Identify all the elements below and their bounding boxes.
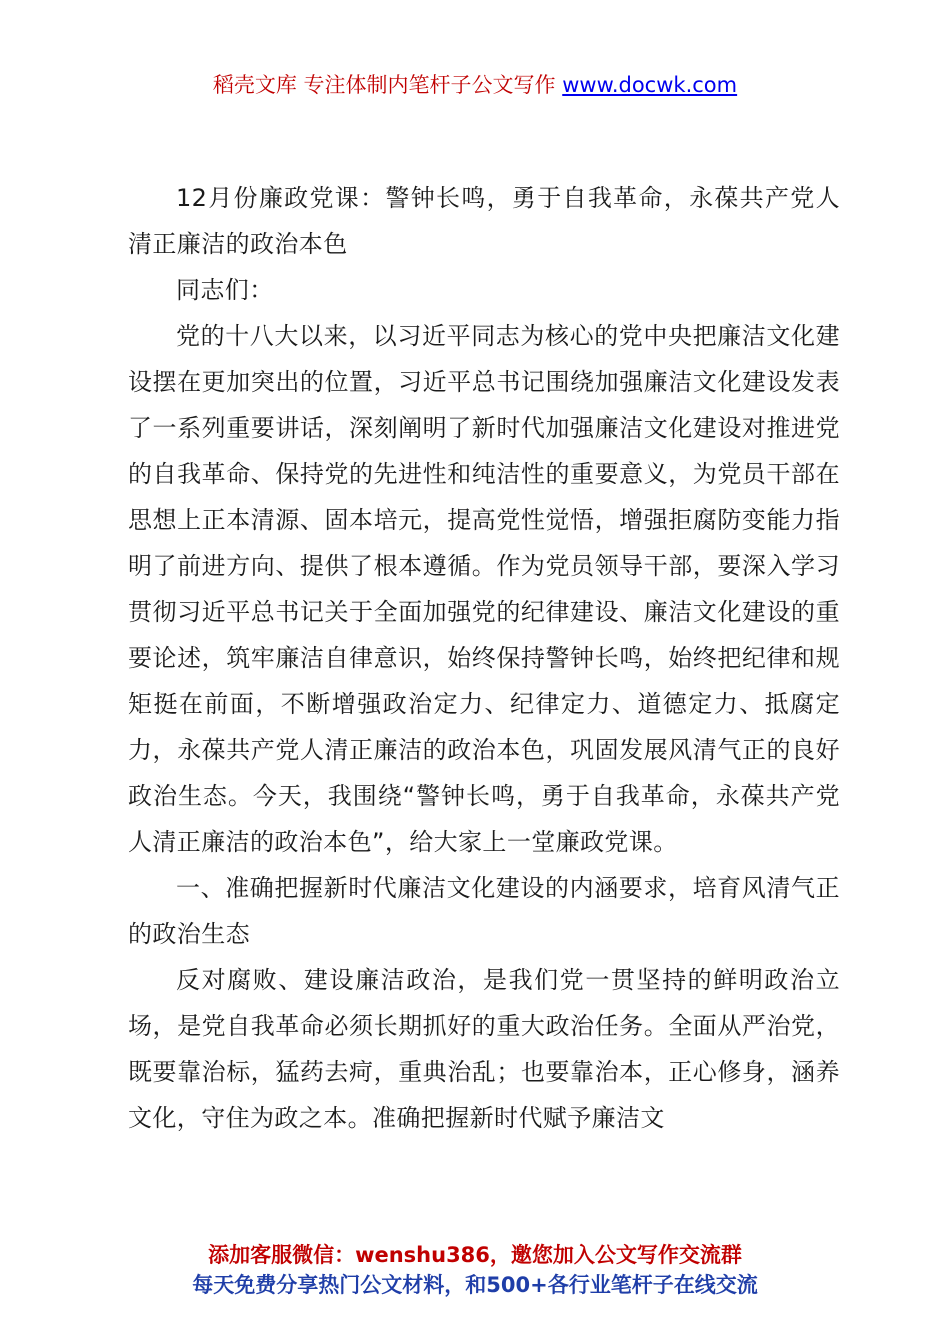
footer-contact-line: 添加客服微信：wenshu386，邀您加入公文写作交流群 [208, 1243, 742, 1267]
page-header [0, 70, 950, 100]
section-heading-1: 一、准确把握新时代廉洁文化建设的内涵要求，培育风清气正的政治生态 [128, 874, 840, 948]
document-title: 12月份廉政党课：警钟长鸣，勇于自我革命，永葆共产党人清正廉洁的政治本色 [128, 184, 840, 258]
paragraph-intro: 党的十八大以来，以习近平同志为核心的党中央把廉洁文化建设摆在更加突出的位置，习近平总书记围绕加强廉洁文化建设发表了一系列重要讲话，深刻阐明了新时代加强廉洁文化建设对推进党的自我革命、保持党的先进性和纯洁性的重要意义，为党员干部在思想上正本清源、固本培元，提高党性觉悟，增强拒腐防变能力指明了前进方向、提供了根本遵循。作为党员领导干部，要深入学习贯彻习近平总书记关于全面加强党的纪律建设、廉洁文化建设的重要论述，筑牢廉洁自律意识，始终保持警钟长鸣，始终把纪律和规矩挺在前面，不断增强政治定力、纪律定力、道德定力、抵腐定力，永葆共产党人清正廉洁的政治本色，巩固发展风清气正的良好政治生态。今天，我围绕“警钟长鸣，勇于自我革命，永葆共产党人清正廉洁的政治本色”，给大家上一堂廉政党课。 [128, 322, 840, 856]
footer-promo-line: 每天免费分享热门公文材料，和500+各行业笔杆子在线交流 [192, 1273, 758, 1297]
document-body [128, 175, 840, 1141]
salutation: 同志们： [176, 276, 274, 304]
paragraph-section-1: 反对腐败、建设廉洁政治，是我们党一贯坚持的鲜明政治立场，是党自我革命必须长期抓好的重大政治任务。全面从严治党，既要靠治标，猛药去疴，重典治乱；也要靠治本，正心修身，涵养文化，守住为政之本。准确把握新时代赋予廉洁文 [128, 966, 840, 1132]
header-website-link[interactable]: www.docwk.com [562, 73, 738, 97]
page-footer [0, 1240, 950, 1300]
header-brand-text: 稻壳文库 专注体制内笔杆子公文写作 [212, 73, 563, 97]
